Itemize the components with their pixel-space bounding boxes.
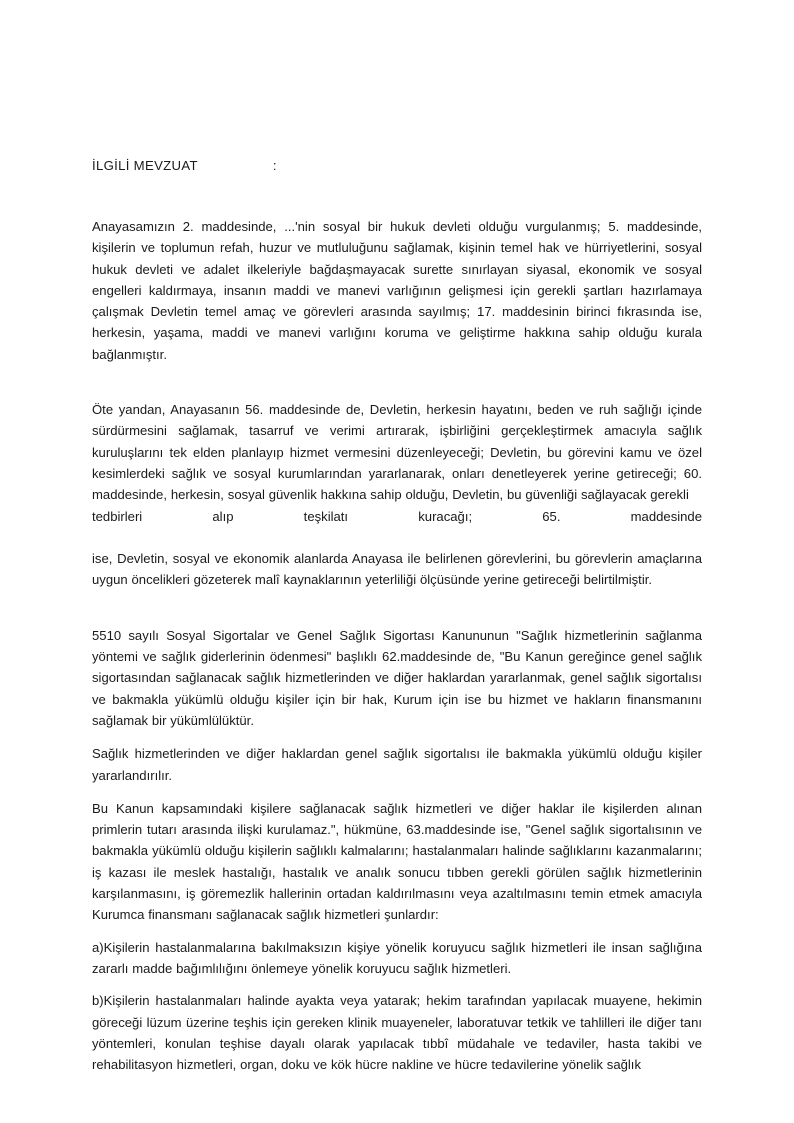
paragraph-madde-63-bent-a: a)Kişilerin hastalanmalarına bakılmaksızın kişiye yönelik koruyucu sağlık hizmetleri ile insan sağlığına zararlı madde bağımlılığını önlemeye yönelik koruyucu sağlık hizmetleri. <box>92 939 702 976</box>
paragraph-kanun-5510-madde-62: 5510 sayılı Sosyal Sigortalar ve Genel Sağlık Sigortası Kanununun "Sağlık hizmetlerinin sağlanma yöntemi ve sağlık giderlerinin ödenmesi" başlıklı 62.maddesinde de, "Bu Kanun gereğince genel sağlık sigortasından sağlanacak sağlık hizmetlerinden ve diğer haklardan yararlanmak, genel sağlık sigortalısı ve bakmakla yükümlü olduğu kişiler için bir hak, Kurum için ise bu hizmet ve hakların finansmanını sağlamak bir yükümlülüktür. <box>92 627 702 728</box>
page-title: İLGİLİ MEVZUAT : <box>92 158 277 173</box>
paragraph-anayasa-56-60-65-stretched-line: tedbirleri alıp teşkilatı kuracağı; 65. maddesinde <box>92 508 702 524</box>
paragraph-madde-63-bent-b: b)Kişilerin hastalanmaları halinde ayakta veya yatarak; hekim tarafından yapılacak muayene, hekimin göreceği lüzum üzerine teşhis için gereken klinik muayeneler, laboratuvar tetkik ve tahlilleri ile diğer tanı yöntemleri, konulan teşhise dayalı olarak yapılacak tıbbî müdahale ve tedaviler, hasta takibi ve rehabilitasyon hizmetleri, organ, doku ve kök hücre nakline ve hücre tedavilerine yönelik sağlık <box>92 993 702 1073</box>
paragraph-anayasa-56-60-65-part2: ise, Devletin, sosyal ve ekonomik alanlarda Anayasa ile belirlenen görevlerini, bu görevlerin amaçlarına uygun öncelikleri gözeterek malî kaynaklarının yeterliliği ölçüsünde yerine getireceği belirtilmiştir. <box>92 551 702 588</box>
paragraph-anayasa-2-5-17: Anayasamızın 2. maddesinde, ...'nin sosyal bir hukuk devleti olduğu vurgulanmış; 5. maddesinde, kişilerin ve toplumun refah, huzur ve mutluluğunu sağlamak, kişinin temel hak ve hürriyetlerini, sosyal hukuk devleti ve adalet ilkeleriyle bağdaşmayacak surette sınırlayan siyasal, ekonomik ve sosyal engelleri kaldırmaya, insanın maddi ve manevi varlığının gelişmesi için gerekli şartları hazırlamaya çalışmak Devletin temel amaç ve görevleri arasında sayılmış; 17. maddesinin birinci fıkrasında ise, herkesin, yaşama, maddi ve manevi varlığını koruma ve geliştirme hakkına sahip olduğu kurala bağlanmıştır. <box>92 219 702 362</box>
document-body <box>92 156 702 1075</box>
paragraph-saglik-hizmetlerinden-yararlanma: Sağlık hizmetlerinden ve diğer haklardan genel sağlık sigortalısı ile bakmakla yükümlü olduğu kişiler yararlandırılır. <box>92 746 702 783</box>
paragraph-anayasa-56-60-65-part1: Öte yandan, Anayasanın 56. maddesinde de, Devletin, herkesin hayatını, beden ve ruh sağlığı içinde sürdürmesini sağlamak, tasarruf ve verimi artırarak, işbirliğini gerçekleştirmek amacıyla sağlık kuruluşlarını tek elden planlayıp hizmet vermesini düzenleyeceği; Devletin, bu görevini kamu ve özel kesimlerdeki sağlık ve sosyal kurumlarından yararlanarak, onları denetleyerek yerine getireceği; 60. maddesinde, herkesin, sosyal güvenlik hakkına sahip olduğu, Devletin, bu güvenliği sağlayacak gerekli <box>92 402 702 503</box>
paragraph-kanun-5510-madde-63: Bu Kanun kapsamındaki kişilere sağlanacak sağlık hizmetleri ve diğer haklar ile kişilerden alınan primlerin tutarı arasında ilişki kurulamaz.", hükmüne, 63.maddesinde ise, "Genel sağlık sigortalısının ve bakmakla yükümlü olduğu kişilerin sağlıklı kalmalarını; hastalanmaları halinde sağlıklarını kazanmalarını; iş kazası ile meslek hastalığı, hastalık ve analık sonucu tıbben gerekli görülen sağlık hizmetlerinin karşılanmasını, iş göremezlik hallerinin ortadan kaldırılmasını veya azaltılmasını temin etmek amacıyla Kurumca finansmanı sağlanacak sağlık hizmetleri şunlardır: <box>92 800 702 923</box>
